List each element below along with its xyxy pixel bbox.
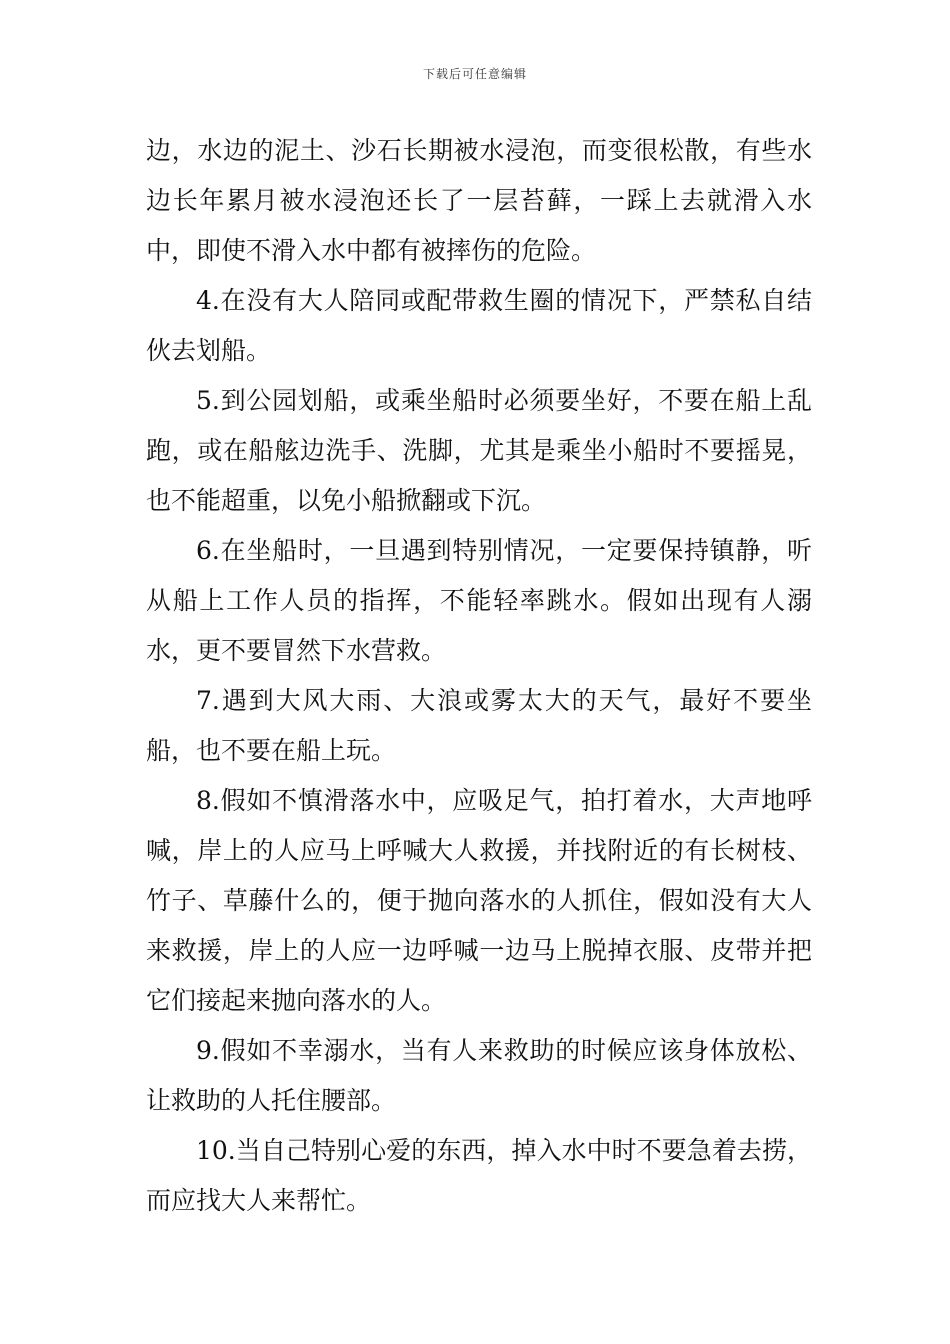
paragraph-item-6: 6.在坐船时，一旦遇到特别情况，一定要保持镇静，听从船上工作人员的指挥，不能轻率跳水。假如出现有人溺水，更不要冒然下水营救。 bbox=[146, 536, 812, 665]
paragraph-item-9: 9.假如不幸溺水，当有人来救助的时候应该身体放松、让救助的人托住腰部。 bbox=[146, 1036, 812, 1115]
paragraph-item-7: 7.遇到大风大雨、大浪或雾太大的天气，最好不要坐船，也不要在船上玩。 bbox=[146, 686, 812, 765]
paragraph-item-4: 4.在没有大人陪同或配带救生圈的情况下，严禁私自结伙去划船。 bbox=[146, 286, 812, 365]
paragraph-item-5: 5.到公园划船，或乘坐船时必须要坐好，不要在船上乱跑，或在船舷边洗手、洗脚，尤其是乘坐小船时不要摇晃，也不能超重，以免小船掀翻或下沉。 bbox=[146, 386, 812, 515]
paragraph-continuation: 边，水边的泥土、沙石长期被水浸泡，而变很松散，有些水边长年累月被水浸泡还长了一层苔藓，一踩上去就滑入水中，即使不滑入水中都有被摔伤的危险。 bbox=[146, 136, 812, 265]
document-body bbox=[146, 126, 812, 1226]
page-header: 下载后可任意编辑 bbox=[422, 67, 527, 81]
paragraph-item-8: 8.假如不慎滑落水中，应吸足气，拍打着水，大声地呼喊，岸上的人应马上呼喊大人救援，并找附近的有长树枝、竹子、草藤什么的，便于抛向落水的人抓住，假如没有大人来救援，岸上的人应一边呼喊一边马上脱掉衣服、皮带并把它们接起来抛向落水的人。 bbox=[146, 786, 812, 1015]
paragraph-item-10: 10.当自己特别心爱的东西，掉入水中时不要急着去捞，而应找大人来帮忙。 bbox=[146, 1136, 812, 1215]
